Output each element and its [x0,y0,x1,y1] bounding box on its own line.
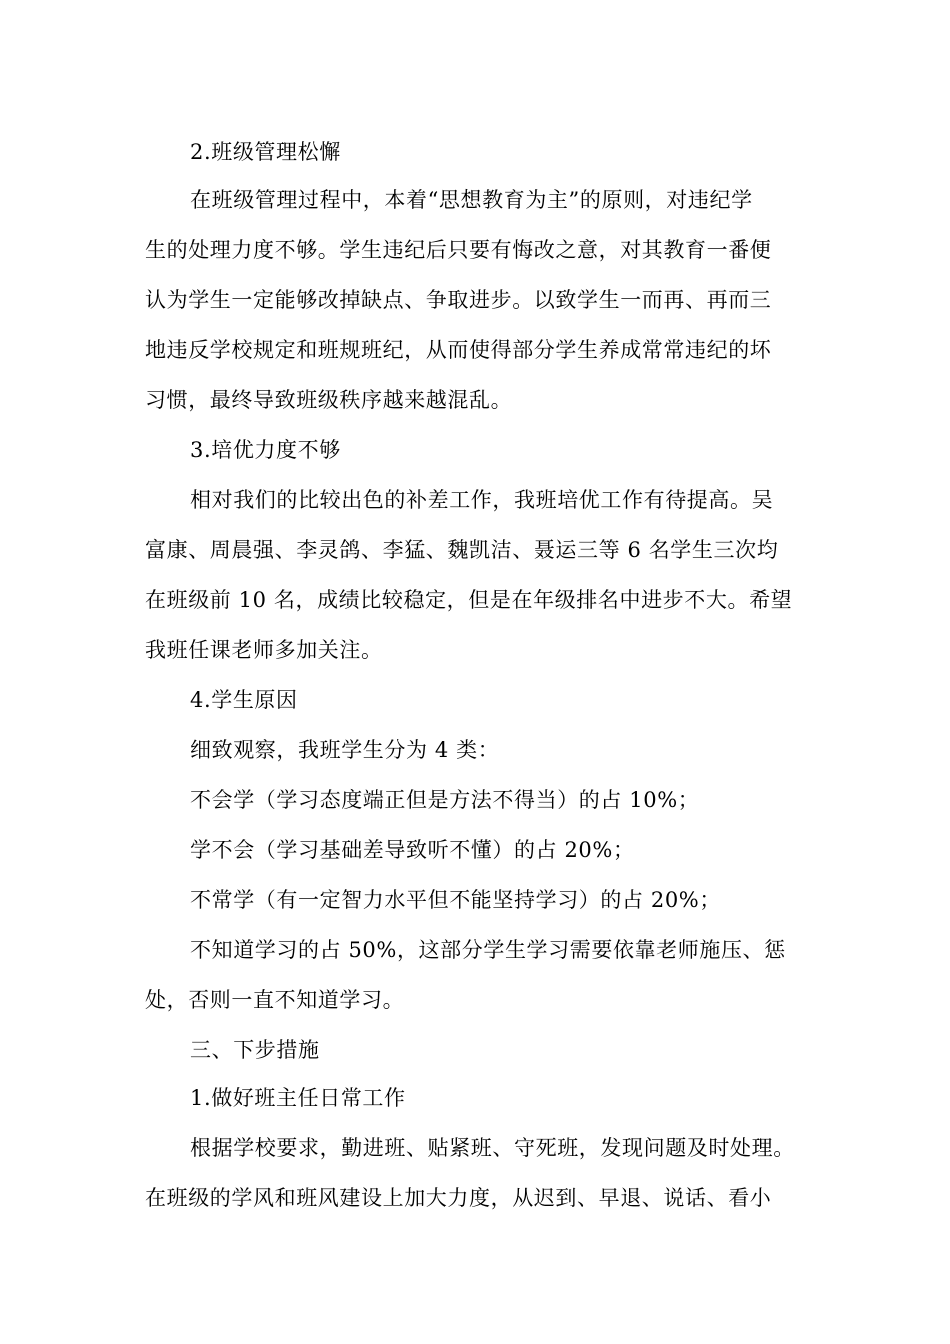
paragraph-line: 不知道学习的占 50%，这部分学生学习需要依靠老师施压、惩 [190,938,786,962]
list-item: 不常学（有一定智力水平但不能坚持学习）的占 20%； [190,888,721,912]
section-heading: 2.班级管理松懈 [190,140,341,164]
paragraph-line: 生的处理力度不够。学生违纪后只要有悔改之意，对其教育一番便 [145,238,772,262]
list-item: 学不会（学习基础差导致听不懂）的占 20%； [190,838,635,862]
paragraph-line: 我班任课老师多加关注。 [145,638,383,662]
paragraph-line: 习惯，最终导致班级秩序越来越混乱。 [145,388,513,412]
paragraph-line: 根据学校要求，勤进班、贴紧班、守死班，发现问题及时处理。 [190,1136,795,1160]
section-heading: 3.培优力度不够 [190,438,341,462]
paragraph-line: 在班级管理过程中，本着“思想教育为主”的原则，对违纪学 [190,188,753,212]
paragraph-line: 认为学生一定能够改掉缺点、争取进步。以致学生一而再、再而三 [145,288,772,312]
paragraph-line: 在班级的学风和班风建设上加大力度，从迟到、早退、说话、看小 [145,1186,772,1210]
paragraph-line: 细致观察，我班学生分为 4 类： [190,738,500,762]
section-heading: 1.做好班主任日常工作 [190,1086,406,1110]
paragraph-line: 地违反学校规定和班规班纪，从而使得部分学生养成常常违纪的坏 [145,338,772,362]
list-item: 不会学（学习态度端正但是方法不得当）的占 10%； [190,788,700,812]
paragraph-line: 相对我们的比较出色的补差工作，我班培优工作有待提高。吴 [190,488,774,512]
section-heading: 4.学生原因 [190,688,298,712]
paragraph-line: 在班级前 10 名，成绩比较稳定，但是在年级排名中进步不大。希望 [145,588,793,612]
section-heading: 三、下步措施 [190,1038,320,1062]
paragraph-line: 富康、周晨强、李灵鸽、李猛、魏凯洁、聂运三等 6 名学生三次均 [145,538,779,562]
paragraph-line: 处，否则一直不知道学习。 [145,988,405,1012]
